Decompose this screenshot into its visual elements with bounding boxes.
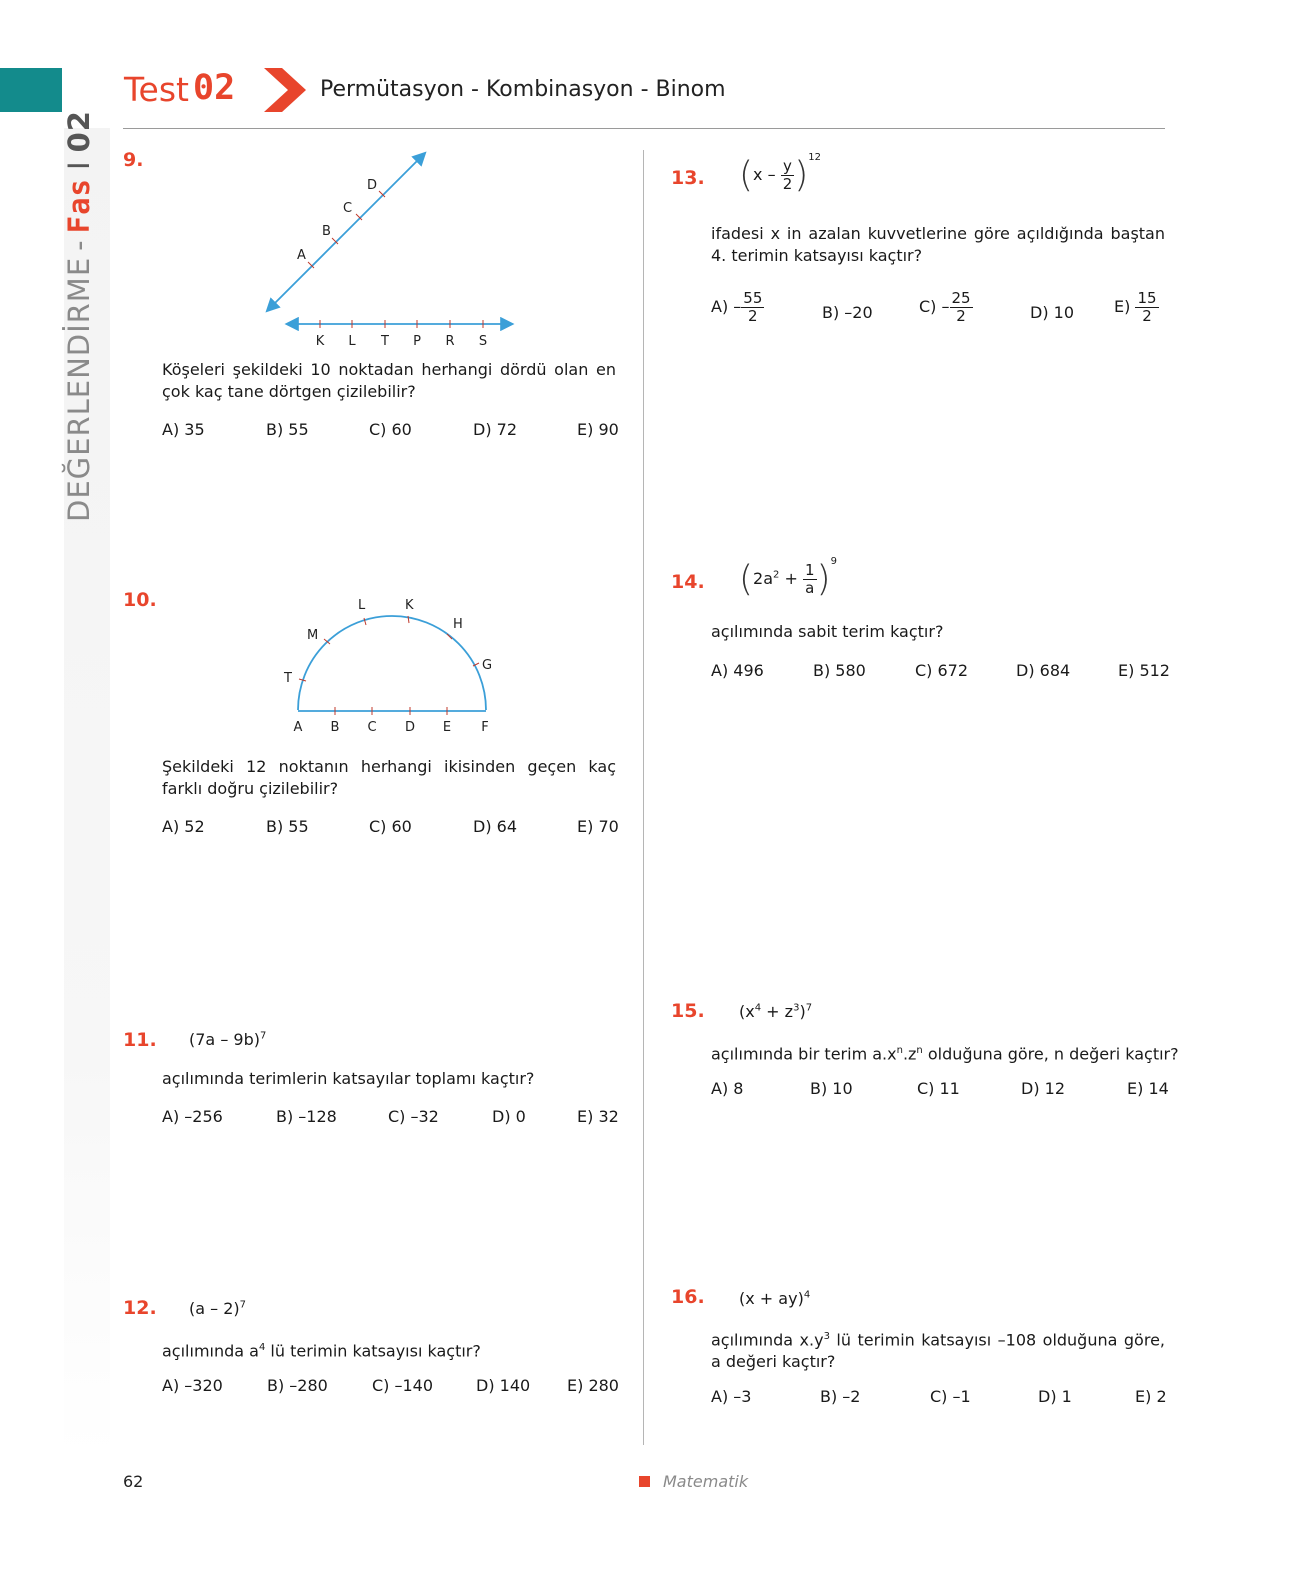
- option-b[interactable]: B) –20: [822, 303, 873, 322]
- point-label: F: [481, 720, 489, 735]
- sidebar-section: DEĞERLENDİRME: [62, 256, 96, 522]
- paren-left: (: [739, 154, 754, 196]
- q9-figure: [255, 148, 525, 350]
- option-d[interactable]: D) 684: [1016, 661, 1071, 680]
- point-label: L: [348, 334, 356, 349]
- sidebar-dash: -: [62, 239, 96, 251]
- question-number: 11.: [123, 1029, 157, 1051]
- question-text: açılımında terimlerin katsayılar toplamı kaçtır?: [162, 1069, 535, 1088]
- point-label: L: [358, 598, 366, 613]
- question-text: Şekildeki 12 noktanın herhangi ikisinden geçen kaç farklı doğru çizilebilir?: [162, 757, 616, 798]
- expr-exponent: 7: [805, 1002, 813, 1014]
- question-number: 13.: [671, 167, 705, 189]
- text-sup: 4: [258, 1342, 266, 1353]
- q10-figure: [270, 590, 510, 740]
- expr-fraction: [781, 158, 795, 193]
- option-d[interactable]: D) 12: [1021, 1079, 1066, 1098]
- option-a[interactable]: [711, 290, 764, 325]
- text-part: açılımında a: [162, 1341, 259, 1361]
- point-label: C: [367, 720, 377, 735]
- question-text: [162, 1337, 616, 1362]
- expr-base: (a – 2): [189, 1299, 240, 1318]
- option-fraction: [1135, 290, 1158, 325]
- option-e[interactable]: E) 512: [1118, 661, 1170, 680]
- option-c[interactable]: C) 60: [369, 817, 412, 836]
- question-expression: [739, 1002, 812, 1021]
- option-e[interactable]: E) 32: [577, 1107, 619, 1126]
- expr-plus: +: [784, 569, 798, 588]
- question-expression: [739, 556, 837, 598]
- question-expression: [189, 1030, 266, 1049]
- option-e[interactable]: E) 14: [1127, 1079, 1169, 1098]
- option-b[interactable]: B) 10: [810, 1079, 853, 1098]
- point-label: P: [413, 334, 421, 349]
- option-d[interactable]: D) 0: [492, 1107, 526, 1126]
- expr-sup: 4: [754, 1002, 762, 1014]
- expr-base: (7a – 9b): [189, 1030, 260, 1049]
- page-number: 62: [123, 1472, 144, 1491]
- fraction-denominator: 2: [748, 307, 758, 325]
- sidebar-label: [62, 110, 96, 522]
- fraction-numerator: 25: [951, 289, 971, 307]
- chevron-right-icon: [264, 68, 306, 112]
- option-a[interactable]: A) 35: [162, 420, 205, 439]
- option-d[interactable]: D) 10: [1030, 303, 1075, 322]
- option-b[interactable]: B) –280: [267, 1376, 328, 1395]
- text-part: açılımında bir terim a.x: [711, 1044, 897, 1064]
- option-fraction: [950, 290, 973, 325]
- point-label: R: [445, 334, 455, 349]
- option-label: E): [1114, 297, 1131, 316]
- option-b[interactable]: B) 580: [813, 661, 866, 680]
- option-label: C): [919, 297, 937, 316]
- option-c[interactable]: C) –1: [930, 1387, 971, 1406]
- text-part: lü terimin katsayısı –108 olduğuna göre, a değeri kaçtır?: [711, 1330, 1165, 1372]
- header-rule: [123, 128, 1165, 129]
- option-b[interactable]: B) 55: [266, 420, 309, 439]
- point-label: B: [330, 720, 340, 735]
- option-a[interactable]: A) –3: [711, 1387, 752, 1406]
- question-number: 16.: [671, 1286, 705, 1308]
- option-e[interactable]: E) 280: [567, 1376, 619, 1395]
- paren-right: ): [794, 154, 809, 196]
- point-label: S: [478, 334, 488, 349]
- paren-right: ): [816, 558, 831, 600]
- q9-upper-line: [268, 154, 424, 310]
- fraction-numerator: y: [783, 157, 792, 175]
- expr-sup: 3: [793, 1002, 800, 1014]
- point-label: K: [405, 598, 414, 613]
- expr-exponent: 4: [803, 1289, 811, 1301]
- expr-exponent: 7: [259, 1030, 267, 1042]
- fraction-denominator: 2: [956, 307, 966, 325]
- fraction-numerator: 15: [1137, 289, 1157, 307]
- square-icon: [639, 1476, 650, 1487]
- point-label: T: [381, 334, 389, 349]
- option-a[interactable]: A) 496: [711, 661, 764, 680]
- option-a[interactable]: A) –256: [162, 1107, 223, 1126]
- question-expression: [189, 1299, 246, 1318]
- expr-fraction: [803, 562, 817, 597]
- point-label: B: [322, 224, 331, 239]
- option-c[interactable]: C) –32: [388, 1107, 439, 1126]
- question-expression: [739, 152, 821, 194]
- paren-left: (: [739, 558, 754, 600]
- option-b[interactable]: B) –128: [276, 1107, 337, 1126]
- point-label: G: [482, 658, 493, 673]
- column-divider: [643, 150, 644, 1445]
- option-e[interactable]: E) 2: [1135, 1387, 1167, 1406]
- question-text: [711, 1326, 1165, 1373]
- option-d[interactable]: D) 64: [473, 817, 518, 836]
- text-sup: 3: [823, 1331, 830, 1342]
- expr-exponent: 7: [239, 1299, 247, 1311]
- point-label: H: [453, 617, 463, 632]
- option-a[interactable]: A) 52: [162, 817, 205, 836]
- text-part: .z: [902, 1044, 917, 1064]
- point-label: A: [297, 248, 306, 263]
- question-number: 9.: [123, 149, 144, 171]
- text-part: lü terimin katsayısı kaçtır?: [265, 1341, 481, 1361]
- option-a[interactable]: A) –320: [162, 1376, 223, 1395]
- option-b[interactable]: B) 55: [266, 817, 309, 836]
- expr-part: (x: [739, 1002, 755, 1021]
- expr-term: 2a: [753, 569, 774, 588]
- option-c[interactable]: C) 11: [917, 1079, 960, 1098]
- option-e[interactable]: E) 90: [577, 420, 619, 439]
- expr-exponent: 12: [808, 152, 822, 163]
- text-part: olduğuna göre, n değeri kaçtır?: [922, 1044, 1179, 1064]
- option-b[interactable]: B) –2: [820, 1387, 861, 1406]
- option-e[interactable]: [1114, 290, 1159, 325]
- sidebar-number: 02: [62, 110, 96, 153]
- question-text: Köşeleri şekildeki 10 noktadan herhangi dördü olan en çok kaç tane dörtgen çizilebilir?: [162, 360, 616, 401]
- option-d[interactable]: D) 1: [1038, 1387, 1072, 1406]
- question-number: 14.: [671, 571, 705, 593]
- text-sup: n: [916, 1045, 923, 1056]
- expr-part: ): [799, 1002, 806, 1021]
- question-text: [711, 1040, 1179, 1065]
- test-number: 02: [193, 68, 236, 108]
- option-c[interactable]: C) 672: [915, 661, 969, 680]
- point-label: D: [404, 720, 416, 735]
- option-d[interactable]: D) 72: [473, 420, 518, 439]
- option-fraction: [741, 290, 764, 325]
- option-c[interactable]: C) 60: [369, 420, 412, 439]
- topic-title: Permütasyon - Kombinasyon - Binom: [320, 77, 726, 102]
- point-label: E: [442, 720, 452, 735]
- option-c[interactable]: [919, 290, 973, 325]
- color-tab: [0, 68, 62, 112]
- expr-exponent: 9: [830, 556, 837, 567]
- text-sup: n: [896, 1045, 903, 1056]
- sidebar-bar: I: [62, 160, 96, 170]
- fraction-denominator: 2: [1142, 307, 1152, 325]
- expr-term-exponent: 2: [773, 569, 780, 581]
- expr-part: + z: [761, 1002, 794, 1021]
- fraction-denominator: a: [805, 579, 815, 597]
- point-label: K: [315, 334, 325, 349]
- question-text: açılımında sabit terim kaçtır?: [711, 622, 944, 641]
- option-d[interactable]: D) 140: [476, 1376, 531, 1395]
- option-c[interactable]: C) –140: [372, 1376, 434, 1395]
- fraction-numerator: 1: [805, 561, 815, 579]
- question-number: 15.: [671, 1000, 705, 1022]
- question-text: ifadesi x in azalan kuvvetlerine göre açıldığında baştan 4. terimin katsayısı kaçtır?: [711, 224, 1165, 265]
- option-sign: –: [733, 297, 742, 316]
- question-number: 12.: [123, 1297, 157, 1319]
- fraction-denominator: 2: [782, 175, 793, 193]
- question-expression: [739, 1289, 810, 1308]
- question-number: 10.: [123, 589, 157, 611]
- option-sign: –: [941, 297, 950, 316]
- expr-x: x –: [753, 165, 776, 184]
- option-a[interactable]: A) 8: [711, 1079, 744, 1098]
- point-label: M: [307, 628, 319, 643]
- option-e[interactable]: E) 70: [577, 817, 619, 836]
- point-label: C: [343, 201, 353, 216]
- option-label: A): [711, 297, 729, 316]
- text-part: açılımında x.y: [711, 1330, 824, 1350]
- fraction-numerator: 55: [743, 289, 763, 307]
- point-label: A: [293, 720, 303, 735]
- point-label: D: [367, 178, 378, 193]
- test-word: Test: [124, 70, 189, 109]
- footer-subject: Matematik: [663, 1472, 749, 1491]
- sidebar-fasikul-logo: Fas: [62, 177, 96, 234]
- expr-base: (x + ay): [739, 1289, 804, 1308]
- point-label: T: [284, 671, 292, 686]
